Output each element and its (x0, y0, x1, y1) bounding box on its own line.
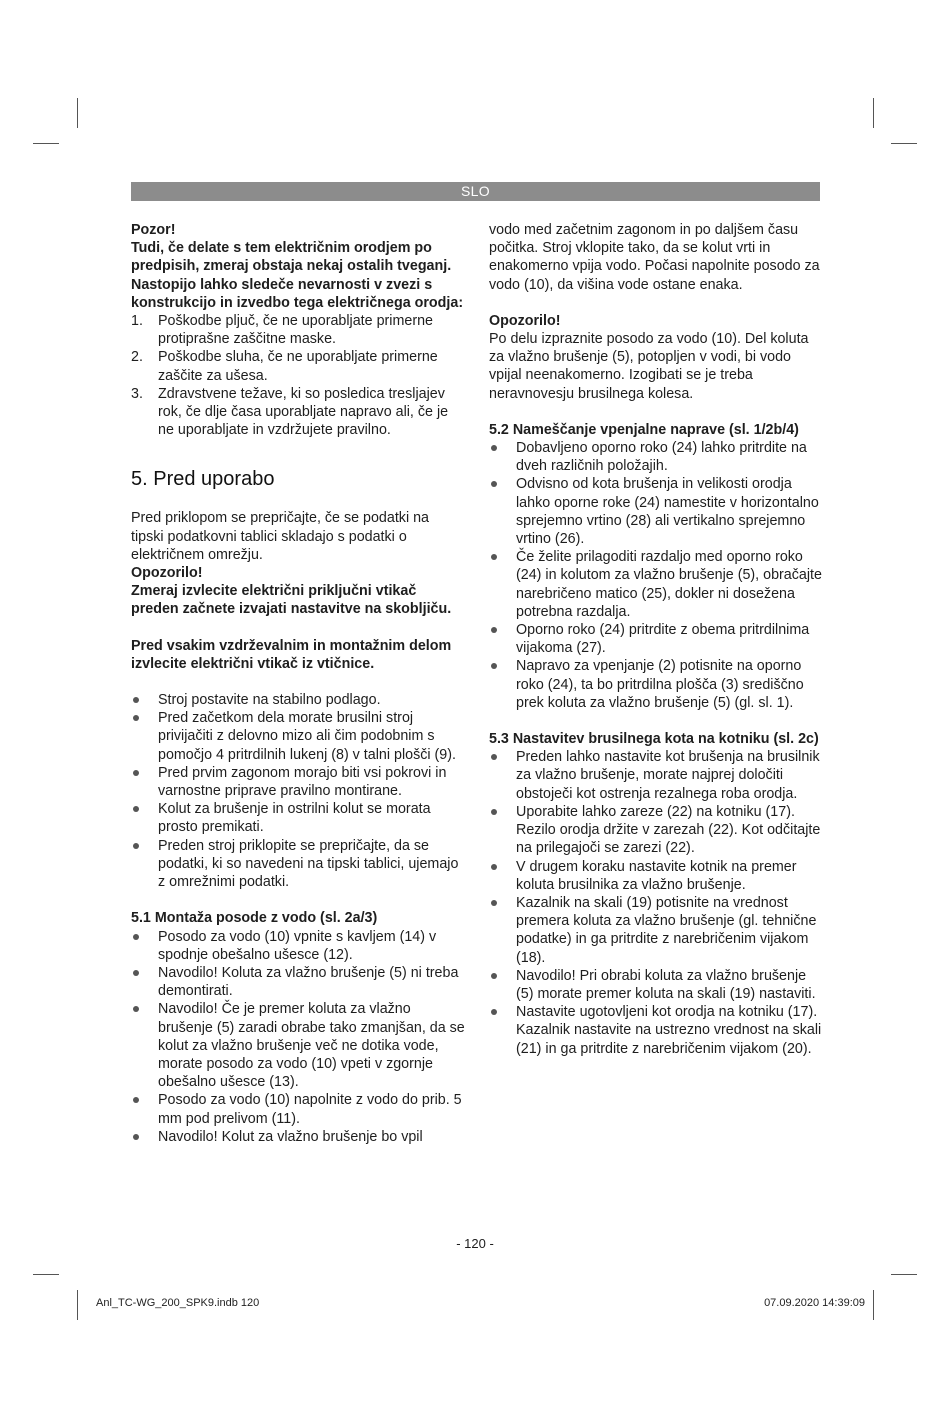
bullet-icon (491, 627, 497, 633)
item-text: Navodilo! Če je premer koluta za vlažno brušenje (5) zaradi obrabe tako zmanjšan, da se kolut za vlažno brušenje več ne dotika vode, morate posodo za vodo (10) vpeti v zgornje obešalno ušesce (13). (158, 1001, 465, 1091)
item-number: 1. (131, 313, 143, 330)
page-number: - 120 - (456, 1236, 494, 1251)
list-item (131, 1091, 465, 1127)
bullet-icon (133, 843, 139, 849)
section-title: 5. Pred uporabo (131, 468, 275, 491)
bullet-icon (491, 1009, 497, 1015)
caution-text: Po delu izpraznite posodo za vodo (10). Del koluta za vlažno brušenje (5), potopljen v vodi, bi vodo vpijal neenakomerno. Izogibati se je treba neravnovesju brusilnega kolesa. (489, 331, 809, 402)
list-item (131, 691, 465, 709)
item-text: Kolut za brušenje in ostrilni kolut se morata prosto premikati. (158, 801, 431, 836)
bullet-icon (133, 715, 139, 721)
item-text: Nastavite ugotovljeni kot orodja na kotniku (17). Kazalnik nastavite na ustrezno vrednost na skali (21) in ga pritrdite z narebričenim vijakom (20). (516, 1004, 822, 1057)
bullet-icon (491, 481, 497, 487)
item-text: Stroj postavite na stabilno podlago. (158, 692, 381, 709)
bullet-icon (133, 770, 139, 776)
item-text: Preden lahko nastavite kot brušenja na brusilnik za vlažno brušenje, morate najprej določiti obstoječi kot ostrenja rezalnega roba orodja. (516, 749, 820, 802)
subsection-title: 5.1 Montaža posode z vodo (sl. 2a/3) (131, 910, 378, 927)
item-number: 3. (131, 385, 143, 402)
item-text: Napravo za vpenjanje (2) potisnite na oporno roko (24), ta bo pritrdilna plošča (3) središčno prek koluta za vlažno brušenje (5) (gl. sl. 1). (516, 658, 804, 711)
bullet-icon (133, 697, 139, 703)
bullet-icon (133, 806, 139, 812)
subsection-title: 5.2 Nameščanje vpenjalne naprave (sl. 1/2b/4) (489, 421, 799, 438)
section-intro: Pred priklopom se prepričajte, če se podatki na tipski podatkovni tablici skladajo s podatki o električnem omrežju. (131, 510, 430, 563)
list-item (131, 800, 465, 836)
item-text: Posodo za vodo (10) vpnite s kavljem (14) v spodnje obešalno ušesce (12). (158, 928, 437, 963)
item-text: V drugem koraku nastavite kotnik na premer koluta brusilnika za vlažno brušenje. (516, 858, 797, 893)
maintenance-note: Pred vsakim vzdrževalnim in montažnim delom izvlecite električni vtikač iz vtičnice. (131, 637, 452, 672)
crop-mark (33, 1274, 59, 1275)
crop-mark (33, 143, 59, 144)
warning-title: Pozor! (131, 222, 176, 238)
bullet-icon (491, 864, 497, 870)
item-text: Preden stroj priklopite se prepričajte, da se podatki, ki so navedeni na tipski tablici, ujemajo z omrežnimi podatki. (158, 837, 459, 891)
list-item (489, 967, 823, 1003)
list-item (131, 348, 465, 384)
footer-file: Anl_TC-WG_200_SPK9.indb 120 (96, 1297, 260, 1309)
list-item (131, 928, 465, 964)
list-item (131, 964, 465, 1000)
crop-mark (891, 1274, 917, 1275)
continuation-text: vodo med začetnim zagonom in po daljšem času počitka. Stroj vklopite tako, da se kolut vrti in enakomerno vpija vodo. Počasi napolnite posodo za vodo (10), da višina vode ostane enaka. (489, 222, 820, 293)
s53-list (489, 748, 823, 1057)
caution-title: Opozorilo! (131, 565, 203, 582)
bullet-icon (491, 554, 497, 560)
item-text: Zdravstvene težave, ki so posledica tresljajev rok, če dlje časa uporabljate napravo ali, če je ne uporabljate in vzdržujete pravilno. (158, 385, 449, 439)
right-column (489, 221, 823, 1058)
crop-mark (77, 98, 78, 128)
bullet-icon (133, 1006, 139, 1012)
item-text: Navodilo! Pri obrabi koluta za vlažno brušenje (5) morate premer koluta na skali (19) nastaviti. (516, 967, 816, 1002)
item-text: Posodo za vodo (10) napolnite z vodo do prib. 5 mm pod prelivom (11). (158, 1092, 462, 1127)
list-item (489, 621, 823, 657)
item-text: Navodilo! Kolut za vlažno brušenje bo vpil (158, 1128, 423, 1145)
bullet-icon (491, 900, 497, 906)
crop-mark (873, 98, 874, 128)
caution-text: Zmeraj izvlecite električni priključni vtikač preden začnete izvajati nastavitve na skobljiču. (131, 583, 452, 618)
item-text: Oporno roko (24) pritrdite z obema pritrdilnima vijakoma (27). (516, 622, 810, 657)
bullet-icon (133, 934, 139, 940)
s51-list (131, 928, 465, 1146)
item-number: 2. (131, 349, 143, 366)
list-item (489, 475, 823, 548)
bullet-icon (491, 809, 497, 815)
item-text: Uporabite lahko zareze (22) na kotniku (17). Rezilo orodja držite v zarezah (22). Kot odčitajte na prilegajoči se zarezi (22). (516, 803, 821, 857)
item-text: Odvisno od kota brušenja in velikosti orodja lahko oporne roke (24) namestite v horizontalno sprejemno vrtino (28) ali vertikalno sprejemno vrtino (26). (516, 476, 819, 548)
item-text: Če želite prilagoditi razdaljo med oporno roko (24) in kolutom za vlažno brušenje (5), obračajte narebričeno matico (25), dokler ni dosežena potrebna razdalja. (516, 549, 822, 620)
risk-list (131, 312, 465, 439)
list-item (489, 858, 823, 894)
prep-list (131, 691, 465, 891)
bullet-icon (491, 445, 497, 451)
item-text: Pred prvim zagonom morajo biti vsi pokrovi in varnostne priprave pravilno montirane. (158, 764, 447, 800)
item-text: Dobavljeno oporno roko (24) lahko pritrdite na dveh različnih položajih. (516, 440, 807, 475)
list-item (489, 548, 823, 621)
list-item (131, 312, 465, 348)
bullet-icon (491, 663, 497, 669)
list-item (489, 439, 823, 475)
bullet-icon (491, 973, 497, 979)
list-item (131, 764, 465, 800)
list-item (131, 709, 465, 764)
s52-list (489, 439, 823, 712)
item-text: Navodilo! Koluta za vlažno brušenje (5) ni treba demontirati. (158, 964, 459, 1000)
crop-mark (77, 1290, 78, 1320)
list-item (131, 1128, 465, 1146)
list-item (131, 837, 465, 892)
left-column (131, 221, 465, 1146)
list-item (489, 894, 823, 967)
language-label: SLO (461, 183, 490, 199)
list-item (131, 1000, 465, 1091)
bullet-icon (133, 1134, 139, 1140)
item-text: Poškodbe sluha, če ne uporabljate primerne zaščite za ušesa. (158, 349, 438, 384)
crop-mark (873, 1290, 874, 1320)
list-item (131, 385, 465, 440)
caution-title: Opozorilo! (489, 312, 561, 329)
item-text: Pred začetkom dela morate brusilni stroj privijačiti z delovno mizo ali čim podobnim s pomočjo 4 pritrdilnih lukenj (8) v talni plošči (9). (158, 710, 456, 763)
footer-datetime: 07.09.2020 14:39:09 (764, 1297, 865, 1309)
warning-text: Tudi, če delate s tem električnim orodjem po predpisih, zmeraj obstaja nekaj ostalih tveganj. Nastopijo lahko sledeče nevarnosti v zvezi s konstrukcijo in izvedbo tega električnega orodja: (131, 240, 464, 311)
language-header-bar (131, 182, 820, 201)
list-item (489, 803, 823, 858)
bullet-icon (133, 970, 139, 976)
item-text: Poškodbe pljuč, če ne uporabljate primerne protiprašne zaščitne maske. (158, 313, 433, 348)
subsection-title: 5.3 Nastavitev brusilnega kota na kotniku (sl. 2c) (489, 731, 819, 748)
list-item (489, 1003, 823, 1058)
list-item (489, 657, 823, 712)
bullet-icon (133, 1097, 139, 1103)
bullet-icon (491, 754, 497, 760)
crop-mark (891, 143, 917, 144)
item-text: Kazalnik na skali (19) potisnite na vrednost premera koluta za vlažno brušenje (gl. tehnične podatke) in ga pritrdite z narebričenim vijakom (18). (516, 894, 817, 966)
list-item (489, 748, 823, 803)
